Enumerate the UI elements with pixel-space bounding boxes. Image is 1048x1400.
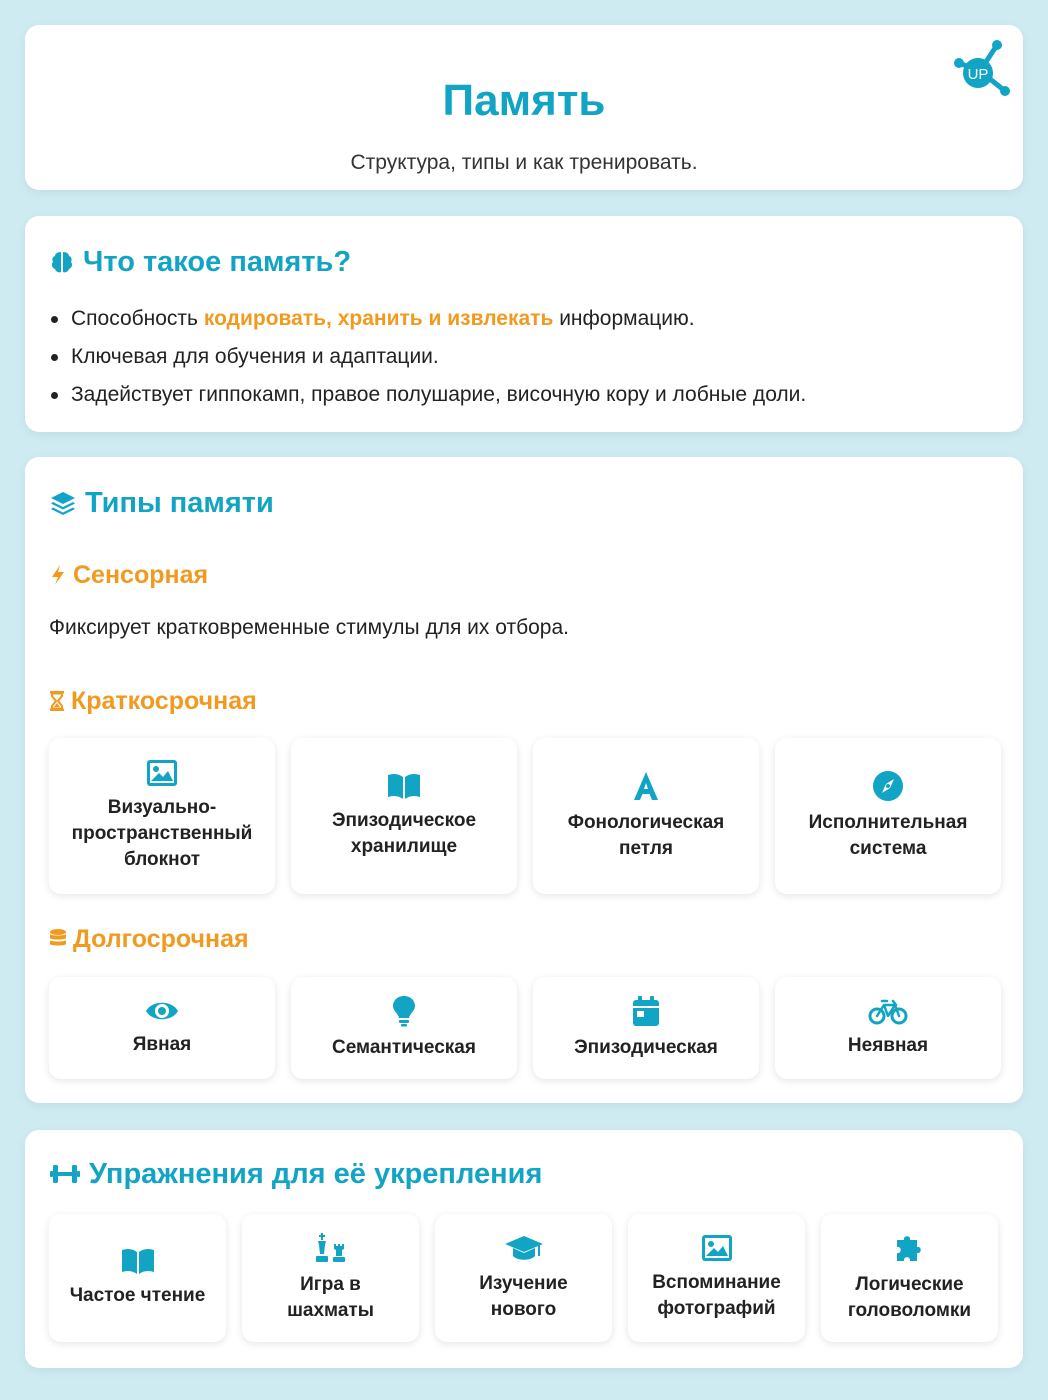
definition-item-1: Способность кодировать, хранить и извлекать информацию. [49, 300, 806, 338]
tile-implicit [775, 977, 1001, 1079]
page-title: Память [442, 76, 606, 125]
puzzle-icon [894, 1232, 926, 1264]
short-term-heading-text: Краткосрочная [71, 686, 257, 715]
tile-learning [435, 1214, 612, 1342]
tile-label: Частое чтение [69, 1285, 206, 1306]
types-heading [49, 485, 274, 521]
tile-label: Вспоминание фотографий [652, 1272, 781, 1319]
layers-icon [49, 490, 77, 516]
tile-label: Фонологическая петля [567, 812, 725, 859]
short-term-tiles [49, 738, 1001, 894]
long-term-heading-text: Долгосрочная [73, 924, 249, 953]
long-term-tiles [49, 977, 1001, 1079]
font-icon [630, 770, 662, 802]
hourglass-icon [49, 690, 65, 712]
definition-list [49, 300, 806, 414]
tile-explicit [49, 977, 275, 1079]
lightbulb-icon [392, 995, 416, 1027]
chess-icon [314, 1232, 348, 1264]
tile-episodic [533, 977, 759, 1079]
what-is-memory-card [25, 216, 1023, 432]
what-is-heading-text: Что такое память? [83, 245, 352, 278]
database-icon [49, 928, 67, 950]
image-icon [701, 1234, 733, 1262]
tile-label: Неявная [847, 1035, 929, 1056]
exercises-heading [49, 1156, 542, 1192]
tile-semantic [291, 977, 517, 1079]
what-is-heading [49, 244, 351, 280]
tile-label: Исполнительная система [808, 812, 968, 859]
tile-chess [242, 1214, 419, 1342]
definition-item-2: Ключевая для обучения и адаптации. [49, 338, 806, 376]
logo-text: UP [967, 66, 989, 83]
exercises-card [25, 1130, 1023, 1368]
tile-episodic-buffer [291, 738, 517, 894]
tile-label: Семантическая [332, 1037, 476, 1058]
bolt-icon [49, 564, 67, 586]
memory-types-card [25, 457, 1023, 1103]
short-term-heading [49, 685, 257, 717]
brand-logo-icon [947, 33, 1013, 99]
sensory-heading-text: Сенсорная [73, 560, 209, 589]
highlight-text: кодировать, хранить и извлекать [203, 307, 554, 330]
book-open-icon [120, 1247, 156, 1275]
types-heading-text: Типы памяти [85, 486, 274, 519]
image-icon [146, 759, 178, 787]
eye-icon [144, 998, 180, 1024]
tile-label: Эпизодическая [574, 1037, 718, 1058]
page-subtitle: Структура, типы и как тренировать. [350, 151, 698, 174]
tile-photos [628, 1214, 805, 1342]
header-card [25, 25, 1023, 190]
tile-phonological-loop [533, 738, 759, 894]
calendar-icon [632, 995, 660, 1027]
bicycle-icon [868, 997, 908, 1025]
sensory-description: Фиксирует кратковременные стимулы для их отбора. [49, 616, 569, 639]
tile-label: Визуально-пространственный блокнот [71, 797, 253, 870]
book-open-icon [386, 772, 422, 800]
tile-label: Игра в шахматы [287, 1274, 374, 1321]
dumbbell-icon [49, 1161, 81, 1187]
definition-item-3: Задействует гиппокамп, правое полушарие, височную кору и лобные доли. [49, 376, 806, 414]
tile-label: Явная [132, 1034, 192, 1055]
graduation-cap-icon [504, 1233, 544, 1263]
tile-executive-system [775, 738, 1001, 894]
compass-icon [872, 770, 904, 802]
brain-icon [49, 249, 75, 275]
long-term-heading [49, 923, 249, 955]
tile-label: Эпизодическое хранилище [331, 810, 477, 857]
tile-label: Логические головоломки [847, 1274, 972, 1321]
exercises-heading-text: Упражнения для её укрепления [89, 1157, 543, 1190]
sensory-heading [49, 559, 208, 591]
tile-label: Изучение нового [479, 1273, 568, 1320]
tile-visuospatial [49, 738, 275, 894]
tile-reading [49, 1214, 226, 1342]
exercise-tiles [49, 1214, 998, 1342]
tile-puzzles [821, 1214, 998, 1342]
